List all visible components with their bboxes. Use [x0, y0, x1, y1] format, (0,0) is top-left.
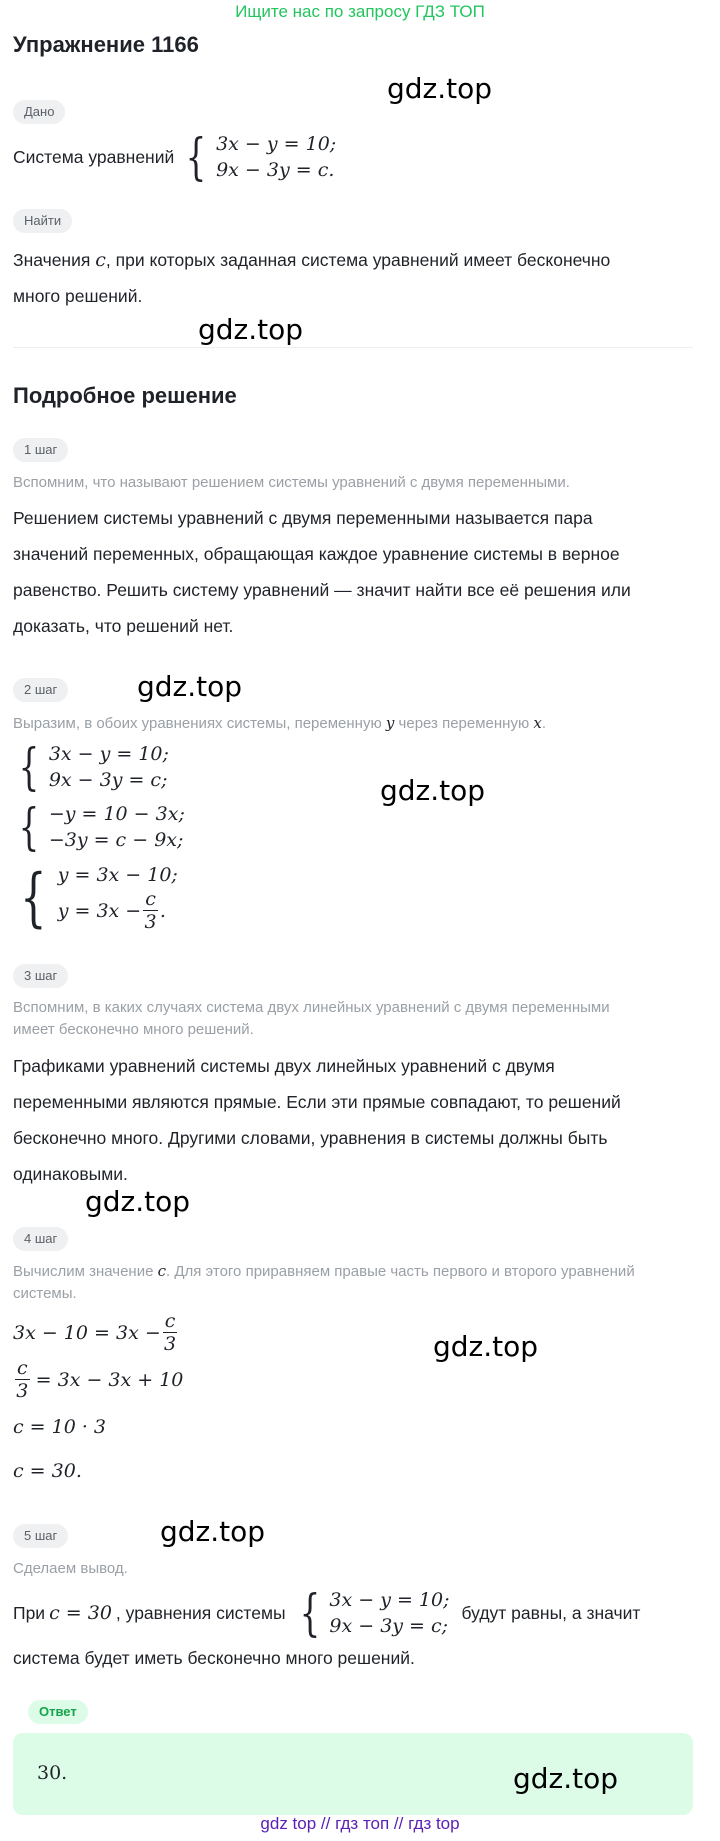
- step5-conclusion: При c = 30 , уравнения системы { 3x − y = 10; 9x − 3y = c; будут равны, а значит: [13, 1584, 641, 1642]
- answer-value: 30.: [37, 1762, 68, 1784]
- find-text: Значения c, при которых заданная система уравнений имеет бесконечно много решений.: [13, 249, 611, 306]
- step4-hint: Вычислим значение c. Для этого приравняем правые часть первого и второго уравнений системы.: [13, 1262, 635, 1302]
- step3-pill: 3 шаг: [13, 964, 68, 988]
- brace-icon: {: [18, 738, 40, 796]
- solution-title: Подробное решение: [13, 383, 237, 408]
- step2-pill: 2 шаг: [13, 678, 68, 702]
- step4-eq3: c = 10 · 3: [13, 1416, 107, 1438]
- step2-hint: Выразим, в обоих уравнениях системы, переменную y через переменную x.: [13, 714, 547, 732]
- given-system: [13, 128, 337, 186]
- brace-icon: {: [20, 860, 47, 935]
- step4-eq4: c = 30.: [13, 1460, 82, 1482]
- brace-icon: {: [185, 128, 207, 186]
- step4-pill: 4 шаг: [13, 1227, 68, 1251]
- page-title: Упражнение 1166: [13, 32, 199, 57]
- given-pill: Дано: [13, 100, 65, 124]
- watermark: gdz.top: [387, 72, 493, 105]
- brace-icon: {: [18, 798, 40, 856]
- step4-eq2: $\frac{c}{3}$ = 3x − 3x + 10: [16, 1357, 184, 1402]
- watermark: gdz.top: [433, 1330, 539, 1363]
- watermark: gdz.top: [85, 1185, 191, 1218]
- step5-text: система будет иметь бесконечно много решений.: [13, 1648, 415, 1668]
- watermark: gdz.top: [137, 670, 243, 703]
- watermark: gdz.top: [513, 1762, 619, 1795]
- step3-text: Графиками уравнений системы двух линейных уравнений с двумя переменными являются прямые. Если эти прямые совпадают, то решений бесконечно много. Другими словами, уравнения в системы должны быть одинаковыми.: [13, 1056, 621, 1184]
- given-equations: 3x − y = 10; 9x − 3y = c.: [216, 133, 337, 181]
- given-label: Система уравнений: [13, 146, 175, 167]
- watermark: gdz.top: [198, 313, 304, 346]
- find-pill: Найти: [13, 209, 72, 233]
- footer-links[interactable]: gdz top // гдз топ // гдз top: [260, 1814, 460, 1833]
- brace-icon: {: [299, 1584, 320, 1642]
- watermark: gdz.top: [160, 1515, 266, 1548]
- watermark: gdz.top: [380, 774, 486, 807]
- promo-banner[interactable]: Ищите нас по запросу ГДЗ ТОП: [235, 2, 485, 21]
- step2-system-2: { −y = 10 − 3x; −3y = c − 9x;: [18, 798, 185, 856]
- step5-hint: Сделаем вывод.: [13, 1560, 128, 1577]
- step4-eq1: 3x − 10 = 3x − $\frac{c}{3}$: [13, 1310, 177, 1355]
- step5-pill: 5 шаг: [13, 1524, 68, 1548]
- step3-hint: Вспомним, в каких случаях система двух линейных уравнений с двумя переменными имеет бесконечно много решений.: [13, 999, 610, 1038]
- step1-hint: Вспомним, что называют решением системы уравнений с двумя переменными.: [13, 474, 570, 491]
- step2-system-3: { y = 3x − 10; y = 3x − $\frac{c}{3}$ .: [20, 860, 178, 935]
- step1-pill: 1 шаг: [13, 438, 68, 462]
- step2-system-1: { 3x − y = 10; 9x − 3y = c;: [18, 738, 169, 796]
- answer-pill: Ответ: [28, 1700, 88, 1724]
- step1-text: Решением системы уравнений с двумя переменными называется пара значений переменных, обращающая каждое уравнение системы в верное равенство. Решить систему уравнений — значит найти все её решения или доказать, что решений нет.: [13, 508, 631, 636]
- divider: [13, 347, 693, 348]
